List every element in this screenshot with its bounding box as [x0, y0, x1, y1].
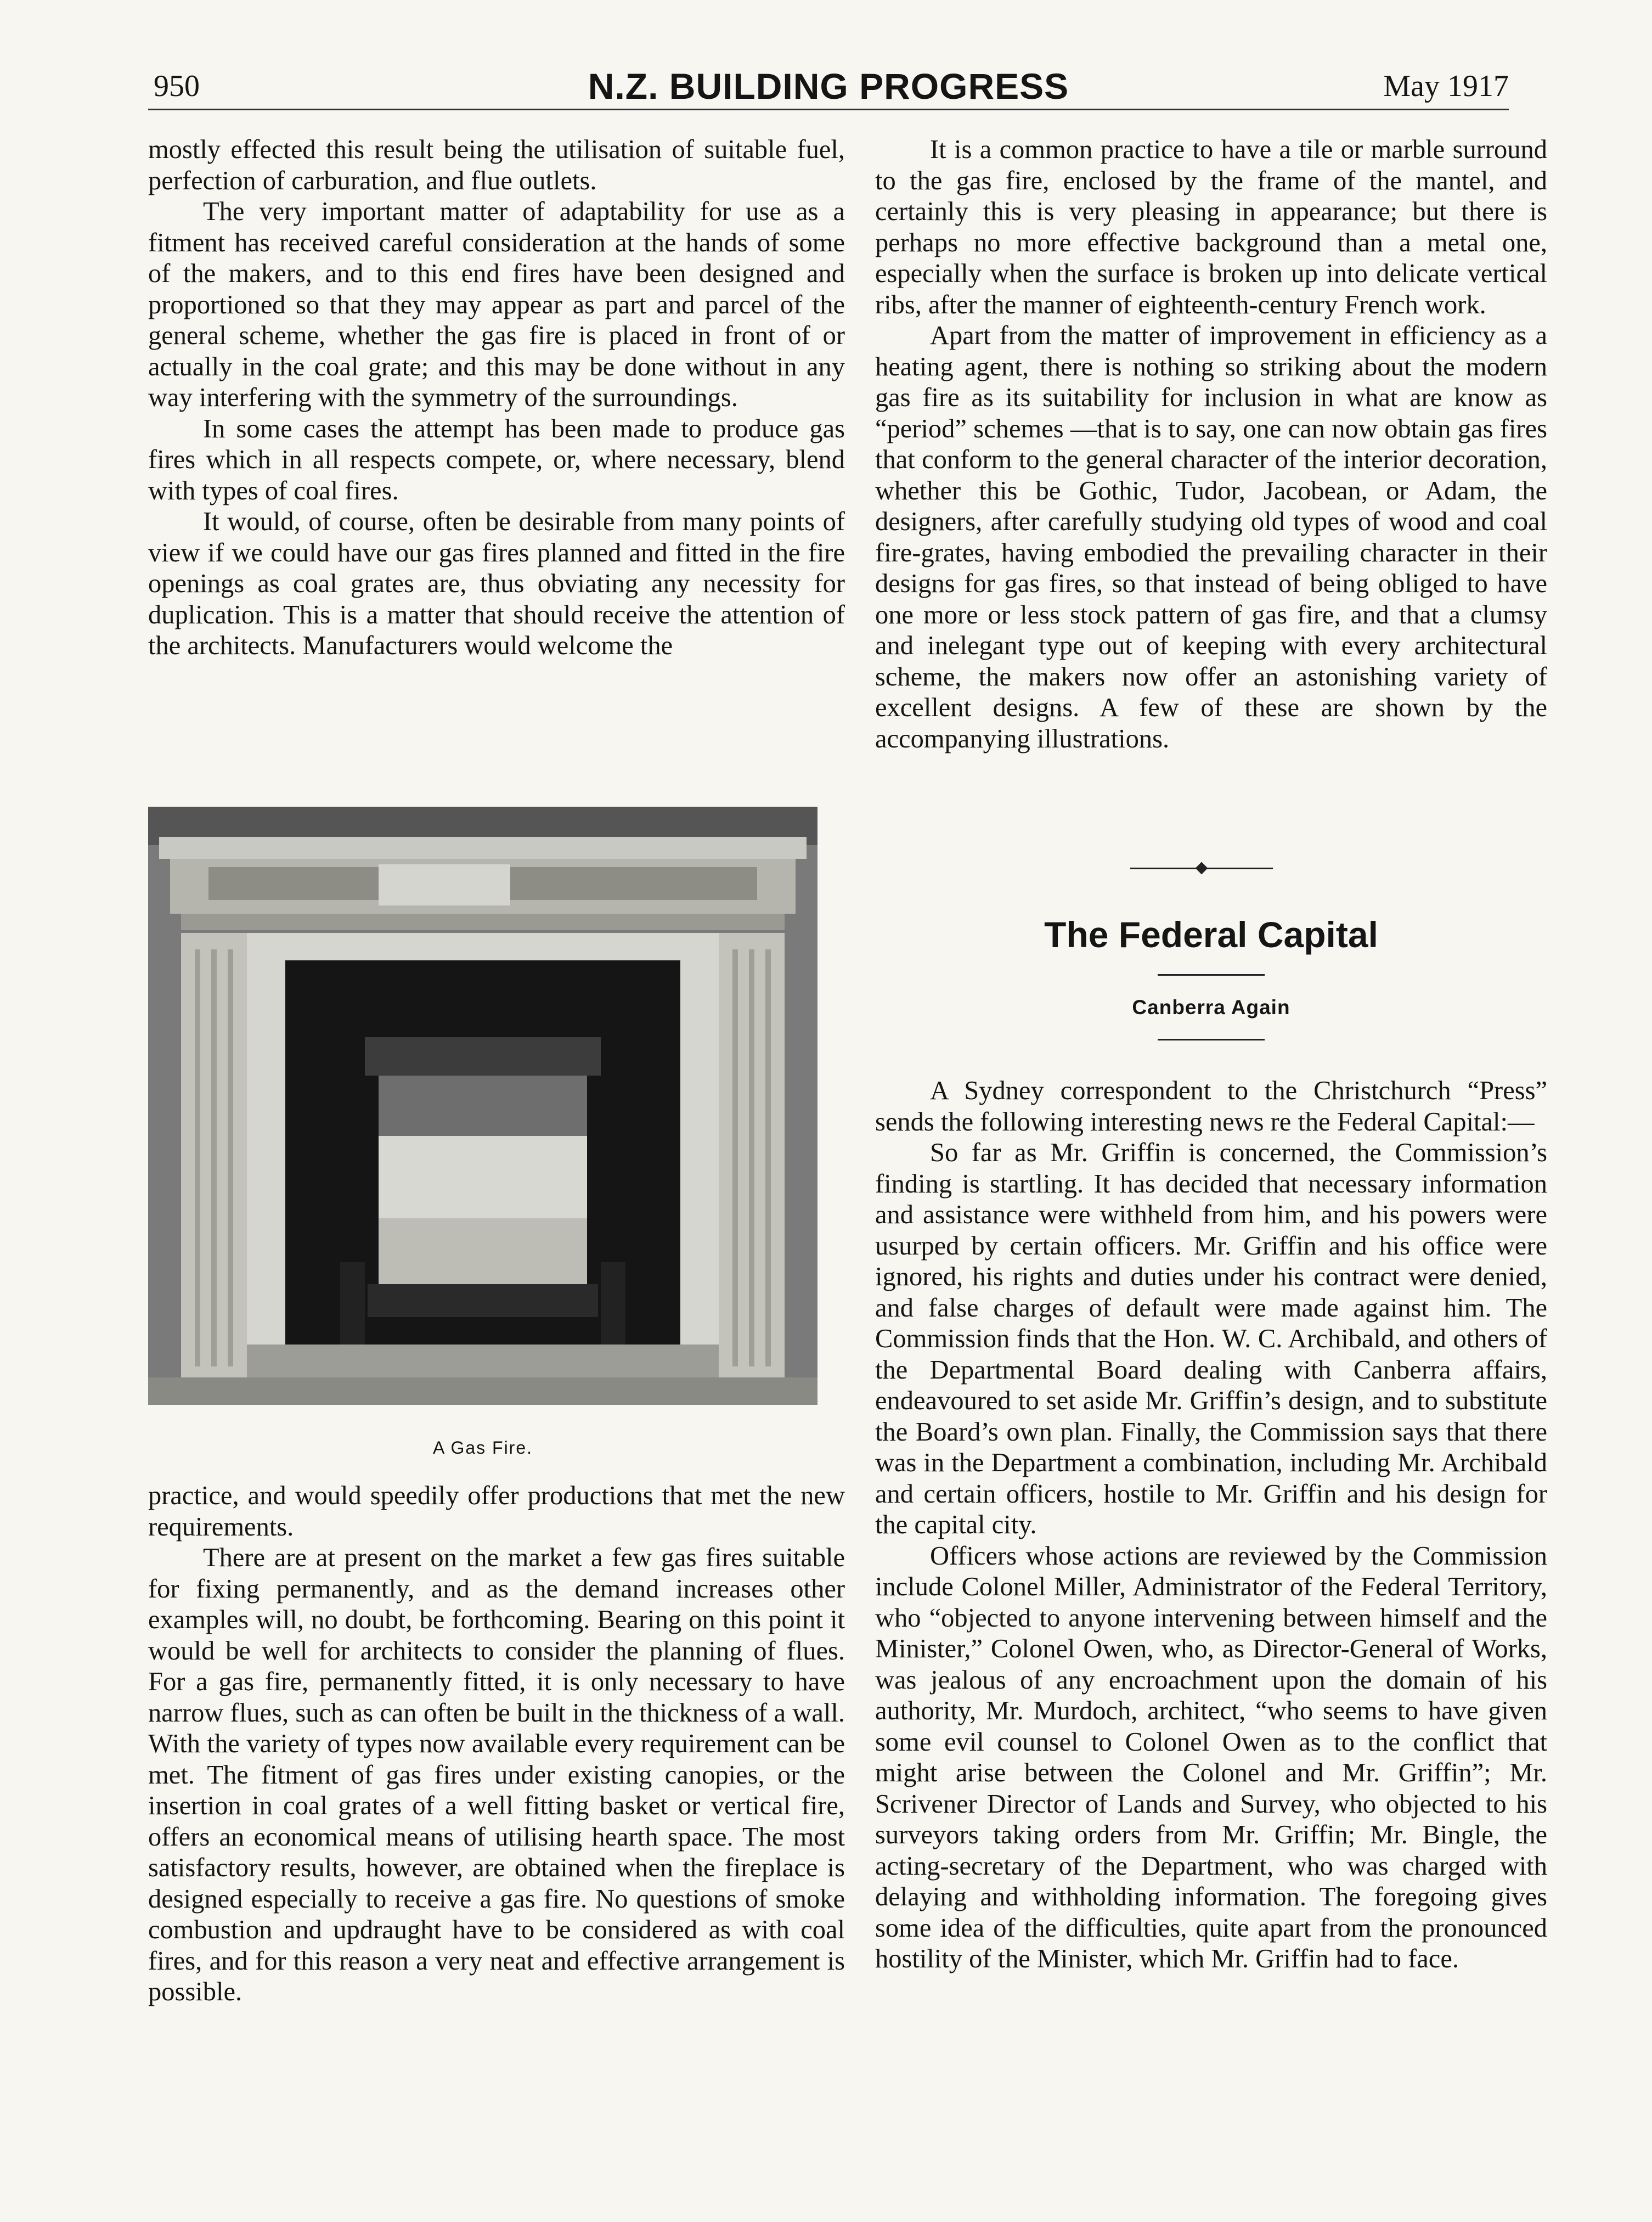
page-number: 950 — [154, 69, 200, 103]
section-divider — [1130, 863, 1273, 874]
subtitle-rule — [1158, 1039, 1265, 1040]
fireplace-illustration — [148, 807, 817, 1405]
left-column-top — [148, 134, 845, 662]
header-rule — [148, 109, 1509, 110]
figure-caption: A Gas Fire. — [432, 1438, 533, 1458]
page-header — [148, 66, 1509, 118]
paragraph: practice, and would speedily offer productions that met the new requirements. — [148, 1481, 845, 1542]
paragraph: A Sydney correspondent to the Christchurch “Press” sends the following interesting news re the Federal Capital:— — [875, 1076, 1547, 1137]
right-column-bottom — [875, 1076, 1547, 1975]
left-column-bottom — [148, 1481, 845, 2008]
paragraph: In some cases the attempt has been made to produce gas fires which in all respects compete, or, where necessary, blend with types of coal fires. — [148, 414, 845, 505]
article-subtitle: Canberra Again — [1132, 996, 1290, 1019]
paragraph: mostly effected this result being the utilisation of suitable fuel, perfection of carburation, and flue outlets. — [148, 135, 845, 195]
gas-fire-photo — [148, 807, 817, 1405]
paragraph: It is a common practice to have a tile or marble surround to the gas fire, enclosed by the frame of the mantel, and certainly this is very pleasing in appearance; but there is perhaps no more effective background than a metal one, especially when the surface is broken up into delicate vertical ribs, after the manner of eighteenth-century French work. — [875, 135, 1547, 319]
diamond-ornament-icon — [1196, 862, 1208, 875]
paragraph: It would, of course, often be desirable from many points of view if we could have our gas fires planned and fitted in the fire openings as coal grates are, thus obviating any necessity for duplication. This is a matter that should receive the attention of the architects. Manufacturers would welcome the — [148, 507, 845, 660]
paragraph: So far as Mr. Griffin is concerned, the Commission’s finding is startling. It has decided that necessary information and assistance were withheld from him, and his powers were usurped by certain officers. Mr. Griffin and his office were ignored, his rights and duties under his contract were denied, and false charges of default were made against him. The Commission finds that the Hon. W. C. Archibald, and others of the Departmental Board dealing with Canberra affairs, endeavoured to set aside Mr. Griffin’s design, and to substitute the Board’s own plan. Finally, the Commission says that there was in the Department a combination, including Mr. Archibald and certain officers, hostile to Mr. Griffin and his design for the capital city. — [875, 1138, 1547, 1539]
paragraph: Officers whose actions are reviewed by the Commission include Colonel Miller, Administrator of the Federal Territory, who “objected to anyone intervening between himself and the Minister,” Colonel Owen, who, as Director-General of Works, was jealous of any encroachment upon the domain of his authority, Mr. Murdoch, architect, “who seems to have given some evil counsel to Colonel Owen as to the conflict that might arise between the Colonel and Mr. Griffin”; Mr. Scrivener Director of Lands and Survey, who objected to his surveyors taking orders from Mr. Griffin; Mr. Bingle, the acting-secretary of the Department, who was charged with delaying and withholding information. The foregoing gives some idea of the difficulties, quite apart from the pronounced hostility of the Minister, which Mr. Griffin had to face. — [875, 1541, 1547, 1973]
issue-date: May 1917 — [1383, 69, 1509, 103]
paragraph: There are at present on the market a few gas fires suitable for fixing permanently, and as the demand increases other examples will, no doubt, be forthcoming. Bearing on this point it would be well for architects to consider the planning of flues. For a gas fire, permanently fitted, it is only necessary to have narrow flues, such as can often be built in the thickness of a wall. With the variety of types now available every requirement can be met. The fitment of gas fires under existing canopies, or the insertion in coal grates of a well fitting basket or vertical fire, offers an economical means of utilising hearth space. The most satisfactory results, however, are obtained when the fireplace is designed especially to receive a gas fire. No questions of smoke combustion and updraught have to be considered as with coal fires, and for this reason a very neat and effective arrangement is possible. — [148, 1543, 845, 2006]
article-title: The Federal Capital — [1044, 914, 1378, 955]
publication-title: N.Z. BUILDING PROGRESS — [588, 66, 1069, 106]
paragraph: Apart from the matter of improvement in efficiency as a heating agent, there is nothing so striking about the modern gas fire as its suitability for inclusion in what are know as “period” schemes —that is to say, one can now obtain gas fires that conform to the general character of the interior decoration, whether this be Gothic, Tudor, Jacobean, or Adam, the designers, after carefully studying old types of wood and coal fire-grates, having embodied the prevailing character in their designs for gas fires, so that instead of being obliged to have one more or less stock pattern of gas fire, and that a clumsy and inelegant type out of keeping with every architectural scheme, the makers now offer an astonishing variety of excellent designs. A few of these are shown by the accompanying illustrations. — [875, 321, 1547, 753]
right-column-top — [875, 134, 1547, 755]
title-rule — [1158, 974, 1265, 976]
paragraph: The very important matter of adaptability for use as a fitment has received careful consideration at the hands of some of the makers, and to this end fires have been designed and proportioned so that they may appear as part and parcel of the general scheme, whether the gas fire is placed in front of or actually in the coal grate; and this may be done without in any way interfering with the symmetry of the surroundings. — [148, 197, 845, 412]
